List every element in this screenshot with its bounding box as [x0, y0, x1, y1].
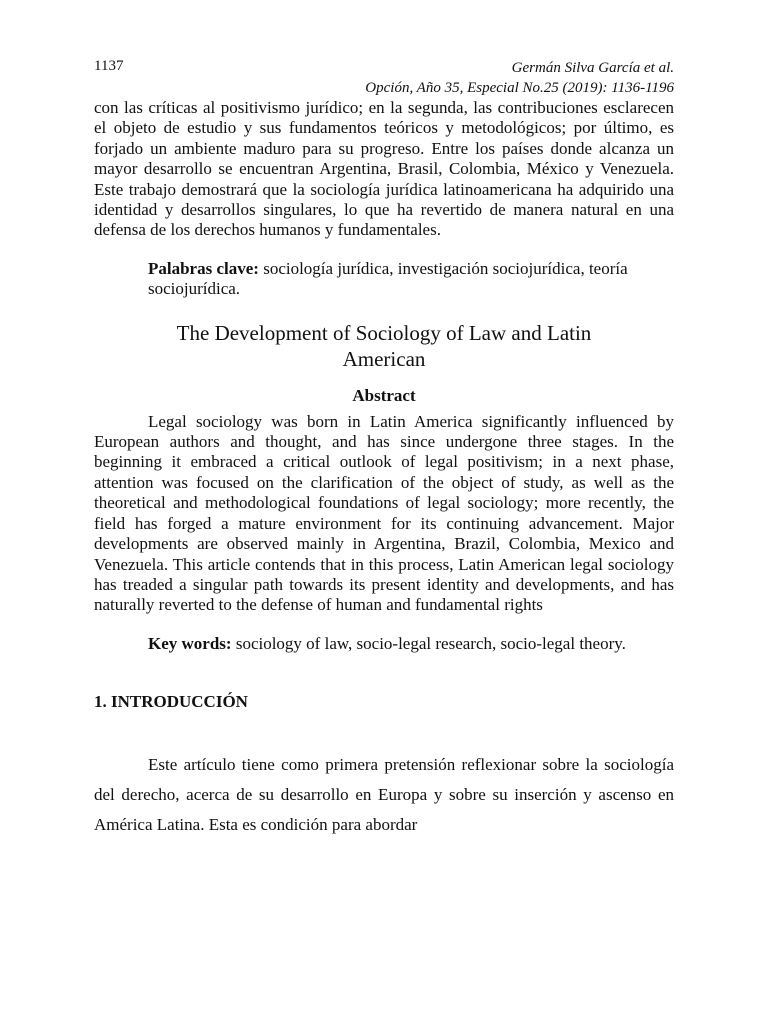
document-page [94, 58, 674, 840]
spanish-abstract-paragraph: con las críticas al positivismo jurídico; en la segunda, las contribuciones esclarecen el objeto de estudio y sus fundamentos teóricos y metodológicos; por último, es forjado un ambiente maduro para su progreso. Entre los países donde alcanza un mayor desarrollo se encuentran Argentina, Brasil, Colombia, México y Venezuela. Este trabajo demostrará que la sociología jurídica latinoamericana ha adquirido una identidad y desarrollos singulares, lo que ha revertido de manera natural en una defensa de los derechos humanos y fundamentales. [94, 98, 674, 240]
key-words-label: Key words: [148, 633, 232, 653]
palabras-clave [148, 259, 674, 300]
header-journal: Opción, Año 35, Especial No.25 (2019): 1136-1196 [365, 80, 674, 96]
header-authors: Germán Silva García et al. [511, 60, 674, 76]
palabras-clave-label: Palabras clave: [148, 258, 259, 278]
key-words-text: sociology of law, socio-legal research, socio-legal theory. [231, 633, 626, 653]
palabras-clave-text: sociología jurídica, investigación sociojurídica, teoría sociojurídica. [148, 258, 628, 299]
english-abstract-paragraph: Legal sociology was born in Latin America significantly influenced by European authors and thought, and has since undergone three stages. In the beginning it embraced a critical outlook of legal positivism; in a next phase, attention was focused on the clarification of the object of study, as well as the theoretical and methodological foundations of legal sociology; more recently, the field has forged a mature environment for its continuing advancement. Major developments are observed mainly in Argentina, Brazil, Colombia, Mexico and Venezuela. This article contends that in this process, Latin American legal sociology has treaded a singular path towards its present identity and developments, and has naturally reverted to the defense of human and fundamental rights [94, 411, 674, 615]
header-citation [365, 58, 674, 98]
section-heading: 1. INTRODUCCIÓN [94, 692, 248, 712]
intro-paragraph: Este artículo tiene como primera pretensión reflexionar sobre la sociología del derecho, acerca de su desarrollo en Europa y sobre su inserción y ascenso en América Latina. Esta es condición para abordar [94, 755, 674, 835]
abstract-heading: Abstract [352, 385, 416, 405]
page-number: 1137 [94, 58, 124, 74]
key-words [148, 634, 674, 654]
running-header [94, 58, 674, 98]
english-title: The Development of Sociology of Law and Latin American [176, 320, 592, 371]
